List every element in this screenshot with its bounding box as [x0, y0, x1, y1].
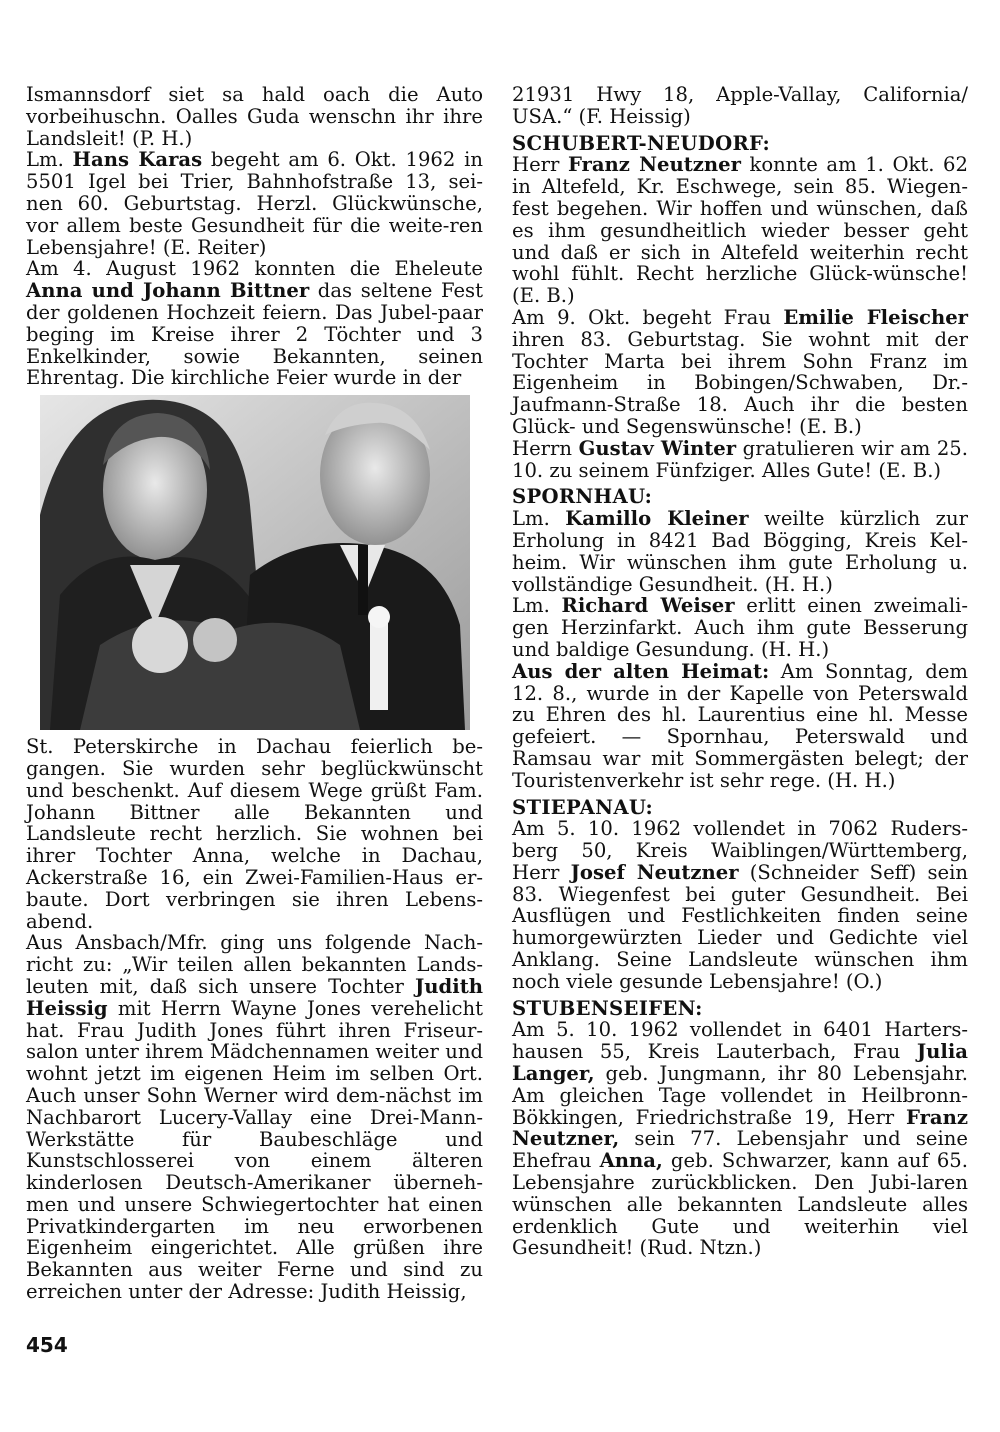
person-name: Emilie Fleischer: [783, 305, 969, 329]
lead-in: Aus der alten Heimat:: [512, 659, 770, 683]
text: Lm.: [512, 594, 562, 618]
text: Am 5. 10. 1962 vollendet in 6401 Harters-hausen 55, Kreis Lauterbach, Frau: [512, 1018, 968, 1064]
text: mit Herrn Wayne Jones verehelicht hat. Frau Judith Jones führt ihren Friseur-salon unter ihrem Mädchennamen weiter und wohnt jetzt im eigenen Heim im selben Ort. Auch unser Sohn Werner wird dem-nächst im Nachbarort Lucery-Vallay eine Drei-Mann-Werkstätte für Baubeschläge und Kunstschlosserei von einem älteren kinderlosen Deutsch-Amerikaner überneh-men und unsere Schwiegertochter hat einen Privatkindergarten im neu erworbenen Eigenheim eingerichtet. Alle grüßen ihre Bekannten aus weiter Ferne und sind zu erreichen unter der Adresse: Judith Heissig,: [26, 996, 483, 1304]
paragraph-dachau: St. Peterskirche in Dachau feierlich be-gangen. Sie wurden sehr beglückwünscht und beschenkt. Auf diesem Wege grüßt Fam. Johann Bittner alle Bekannten und Landsleute recht herzlich. Sie wohnen bei ihrer Tochter Anna, welche in Dachau, Ackerstraße 16, ein Zwei-Familien-Haus er-baute. Dort verbringen sie ihren Lebens-abend.: [26, 735, 483, 933]
text: Am 5. 10. 1962 vollendet in 7062 Ruders-berg 50, Kreis Waiblingen/Württemberg, Herr: [512, 817, 968, 884]
person-name: Anna,: [599, 1149, 663, 1173]
person-name: Julia Langer,: [512, 1040, 968, 1086]
paragraph-bittner: [26, 258, 483, 389]
text: ihren 83. Geburtstag. Sie wohnt mit der Tochter Marta bei ihrem Sohn Franz im Eigenheim in Bobingen/Schwaben, Dr.-Jaufmann-Straße 18. Auch ihr die besten Glück- und Segenswünsche! (E. B.): [512, 327, 968, 438]
text: sein 77. Lebensjahr und seine Ehefrau: [512, 1127, 968, 1173]
text: begeht am 6. Okt. 1962 in 5501 Igel bei Trier, Bahnhofstraße 13, sei-nen 60. Geburtstag. Herzl. Glückwünsche, vor allem beste Gesundheit für die weite-ren Lebensjahre! (E. Reiter): [26, 148, 483, 259]
text: Aus Ansbach/Mfr. ging uns folgende Nach-richt zu: „Wir teilen allen bekannten Lands-leuten mit, daß sich unsere Tochter: [26, 931, 483, 998]
heading-stubenseifen: STUBENSEIFEN:: [512, 996, 703, 1020]
paragraph-hans-karas: [26, 149, 483, 258]
paragraph-kamillo-kleiner: [512, 508, 968, 595]
person-name: Gustav Winter: [578, 436, 737, 460]
photo-image: [40, 395, 470, 730]
person-name: Josef Neutzner: [570, 860, 739, 884]
left-column: [26, 84, 483, 1303]
text: Am Sonntag, dem 12. 8., wurde in der Kapelle von Peterswald zu Ehren des hl. Laurentius eine hl. Messe gefeiert. — Spornhau, Peterswald und Ramsau war mit Sommergästen belegt; der Touristenverkehr ist sehr rege. (H. H.): [512, 659, 969, 792]
paragraph-richard-weiser: [512, 595, 968, 660]
couple-photo: [40, 395, 470, 730]
paragraph-josef-neutzner: [512, 818, 968, 992]
text: gratulieren wir am 25. 10. zu seinem Fünfziger. Alles Gute! (E. B.): [512, 436, 968, 482]
text: erlitt einen zweimali-gen Herzinfarkt. Auch ihm gute Besserung und baldige Gesundung. (H. H.): [512, 594, 968, 661]
text: Am 9. Okt. begeht Frau: [512, 305, 784, 329]
person-name: Hans Karas: [72, 148, 203, 172]
text: weilte kürzlich zur Erholung in 8421 Bad Bögging, Kreis Kel-heim. Wir wünschen ihm gute Erholung u. vollständige Gesundheit. (H. H.): [512, 507, 968, 596]
person-name: Franz Neutzner,: [512, 1105, 968, 1151]
text: Herrn: [512, 436, 579, 460]
heading-spornhau: SPORNHAU:: [512, 485, 653, 509]
person-name: Anna und Johann Bittner: [26, 279, 310, 303]
text: konnte am 1. Okt. 62 in Altefeld, Kr. Eschwege, sein 85. Wiegen-fest begehen. Wir hoffen und wünschen, daß es ihm gesundheitlich wieder besser geht und daß er sich in Altefeld weiterhin recht wohl fühlt. Recht herzliche Glück-wünsche! (E. B.): [512, 153, 968, 308]
paragraph-gustav-winter: [512, 438, 968, 482]
page-number: 454: [26, 1333, 68, 1357]
paragraph-franz-neutzner: [512, 154, 968, 307]
text: (Schneider Seff) sein 83. Wiegenfest bei guter Gesundheit. Bei Ausflügen und Festlichkeiten finden seine humorgewürzten Lieder und Gedichte viel Anklang. Seine Landsleute wünschen ihm noch viele gesunde Lebensjahre! (O.): [512, 860, 968, 993]
paragraph-alte-heimat: [512, 661, 968, 792]
text: Lm.: [26, 148, 73, 172]
paragraph-emilie-fleischer: [512, 307, 968, 438]
person-name: Richard Weiser: [561, 594, 735, 618]
text: Lm.: [512, 507, 566, 531]
text: geb. Jungmann, ihr 80 Lebensjahr. Am gleichen Tage vollendet in Heilbronn-Bökkingen, Friedrichstraße 19, Herr: [512, 1062, 968, 1129]
text: Herr: [512, 153, 568, 177]
text: das seltene Fest der goldenen Hochzeit feiern. Das Jubel-paar beging im Kreise ihrer 2 Töchter und 3 Enkelkinder, sowie Bekannten, seinen Ehrentag. Die kirchliche Feier wurde in der: [26, 279, 483, 390]
person-name: Kamillo Kleiner: [565, 507, 749, 531]
person-name: Franz Neutzner: [567, 153, 741, 177]
person-name: Judith Heissig: [26, 974, 483, 1020]
heading-schubert-neudorf: SCHUBERT-NEUDORF:: [512, 131, 771, 155]
text: Am 4. August 1962 konnten die Eheleute: [26, 257, 483, 281]
paragraph-ismannsdorf: Ismannsdorf siet sa hald oach die Auto vorbeihuschn. Oalles Guda wenschn ihr ihre Landsleit! (P. H.): [26, 83, 483, 150]
paragraph-ansbach: [26, 932, 483, 1303]
text: geb. Schwarzer, kann auf 65. Lebensjahre zurückblicken. Den Jubi-laren wünschen alle bekannten Landsleute alles erdenklich Gute und weiterhin viel Gesundheit! (Rud. Ntzn.): [512, 1149, 968, 1260]
heading-stiepanau: STIEPANAU:: [512, 795, 654, 819]
paragraph-julia-langer: [512, 1019, 968, 1259]
paragraph-address: 21931 Hwy 18, Apple-Vallay, California/ USA.“ (F. Heissig): [512, 83, 968, 128]
right-column: [512, 84, 968, 1259]
